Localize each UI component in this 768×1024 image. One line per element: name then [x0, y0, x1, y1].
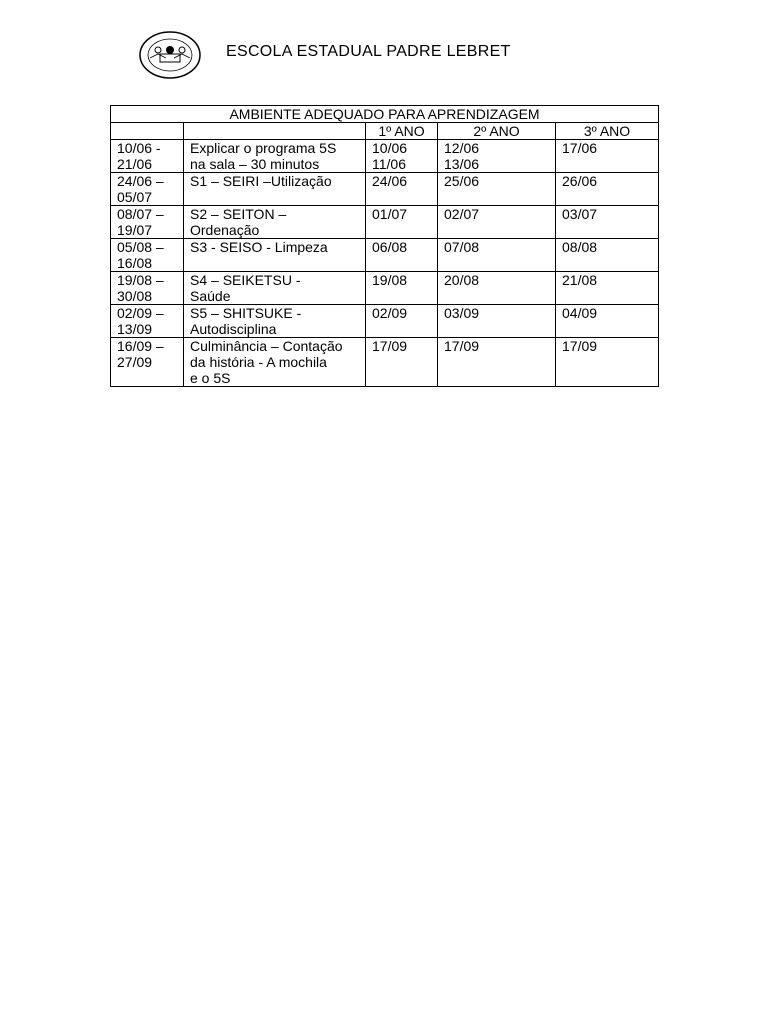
document-header	[0, 0, 768, 100]
cell-ano1: 06/08	[366, 239, 438, 272]
cell-ano2: 07/08	[438, 239, 556, 272]
cell-ano3: 03/07	[556, 206, 659, 239]
cell-ano1: 10/06 11/06	[366, 140, 438, 173]
cell-ano3: 17/09	[556, 338, 659, 387]
cell-period: 16/09 – 27/09	[111, 338, 184, 387]
table-title: AMBIENTE ADEQUADO PARA APRENDIZAGEM	[111, 106, 659, 123]
table-title-row	[111, 106, 659, 123]
cell-ano1: 24/06	[366, 173, 438, 206]
cell-period: 05/08 – 16/08	[111, 239, 184, 272]
table-row	[111, 272, 659, 305]
cell-activity: S4 – SEIKETSU - Saúde	[184, 272, 366, 305]
cell-ano1: 01/07	[366, 206, 438, 239]
cell-ano2: 20/08	[438, 272, 556, 305]
cell-ano2: 12/06 13/06	[438, 140, 556, 173]
column-header-ano1: 1º ANO	[366, 123, 438, 140]
table-row	[111, 173, 659, 206]
cell-ano3: 08/08	[556, 239, 659, 272]
column-header-activity	[184, 123, 366, 140]
cell-ano3: 26/06	[556, 173, 659, 206]
cell-activity: S5 – SHITSUKE - Autodisciplina	[184, 305, 366, 338]
column-header-ano3: 3º ANO	[556, 123, 659, 140]
cell-ano3: 21/08	[556, 272, 659, 305]
cell-period: 08/07 – 19/07	[111, 206, 184, 239]
cell-activity: S2 – SEITON – Ordenação	[184, 206, 366, 239]
cell-period: 02/09 – 13/09	[111, 305, 184, 338]
cell-activity: Explicar o programa 5S na sala – 30 minutos	[184, 140, 366, 173]
cell-ano3: 17/06	[556, 140, 659, 173]
school-seal-icon	[138, 30, 202, 80]
cell-ano1: 02/09	[366, 305, 438, 338]
cell-ano2: 25/06	[438, 173, 556, 206]
cell-period: 10/06 - 21/06	[111, 140, 184, 173]
table-row	[111, 305, 659, 338]
table-row	[111, 239, 659, 272]
cell-ano2: 02/07	[438, 206, 556, 239]
cell-activity: S3 - SEISO - Limpeza	[184, 239, 366, 272]
cell-period: 24/06 – 05/07	[111, 173, 184, 206]
cell-period: 19/08 – 30/08	[111, 272, 184, 305]
schedule-table	[110, 105, 659, 387]
table-row	[111, 338, 659, 387]
cell-ano2: 17/09	[438, 338, 556, 387]
cell-activity: Culminância – Contação da história - A mochila e o 5S	[184, 338, 366, 387]
cell-ano2: 03/09	[438, 305, 556, 338]
cell-activity: S1 – SEIRI –Utilização	[184, 173, 366, 206]
cell-ano3: 04/09	[556, 305, 659, 338]
cell-ano1: 17/09	[366, 338, 438, 387]
table-row	[111, 140, 659, 173]
table-row	[111, 206, 659, 239]
column-header-ano2: 2º ANO	[438, 123, 556, 140]
cell-ano1: 19/08	[366, 272, 438, 305]
column-header-period	[111, 123, 184, 140]
school-name: ESCOLA ESTADUAL PADRE LEBRET	[226, 43, 511, 60]
table-header-row	[111, 123, 659, 140]
